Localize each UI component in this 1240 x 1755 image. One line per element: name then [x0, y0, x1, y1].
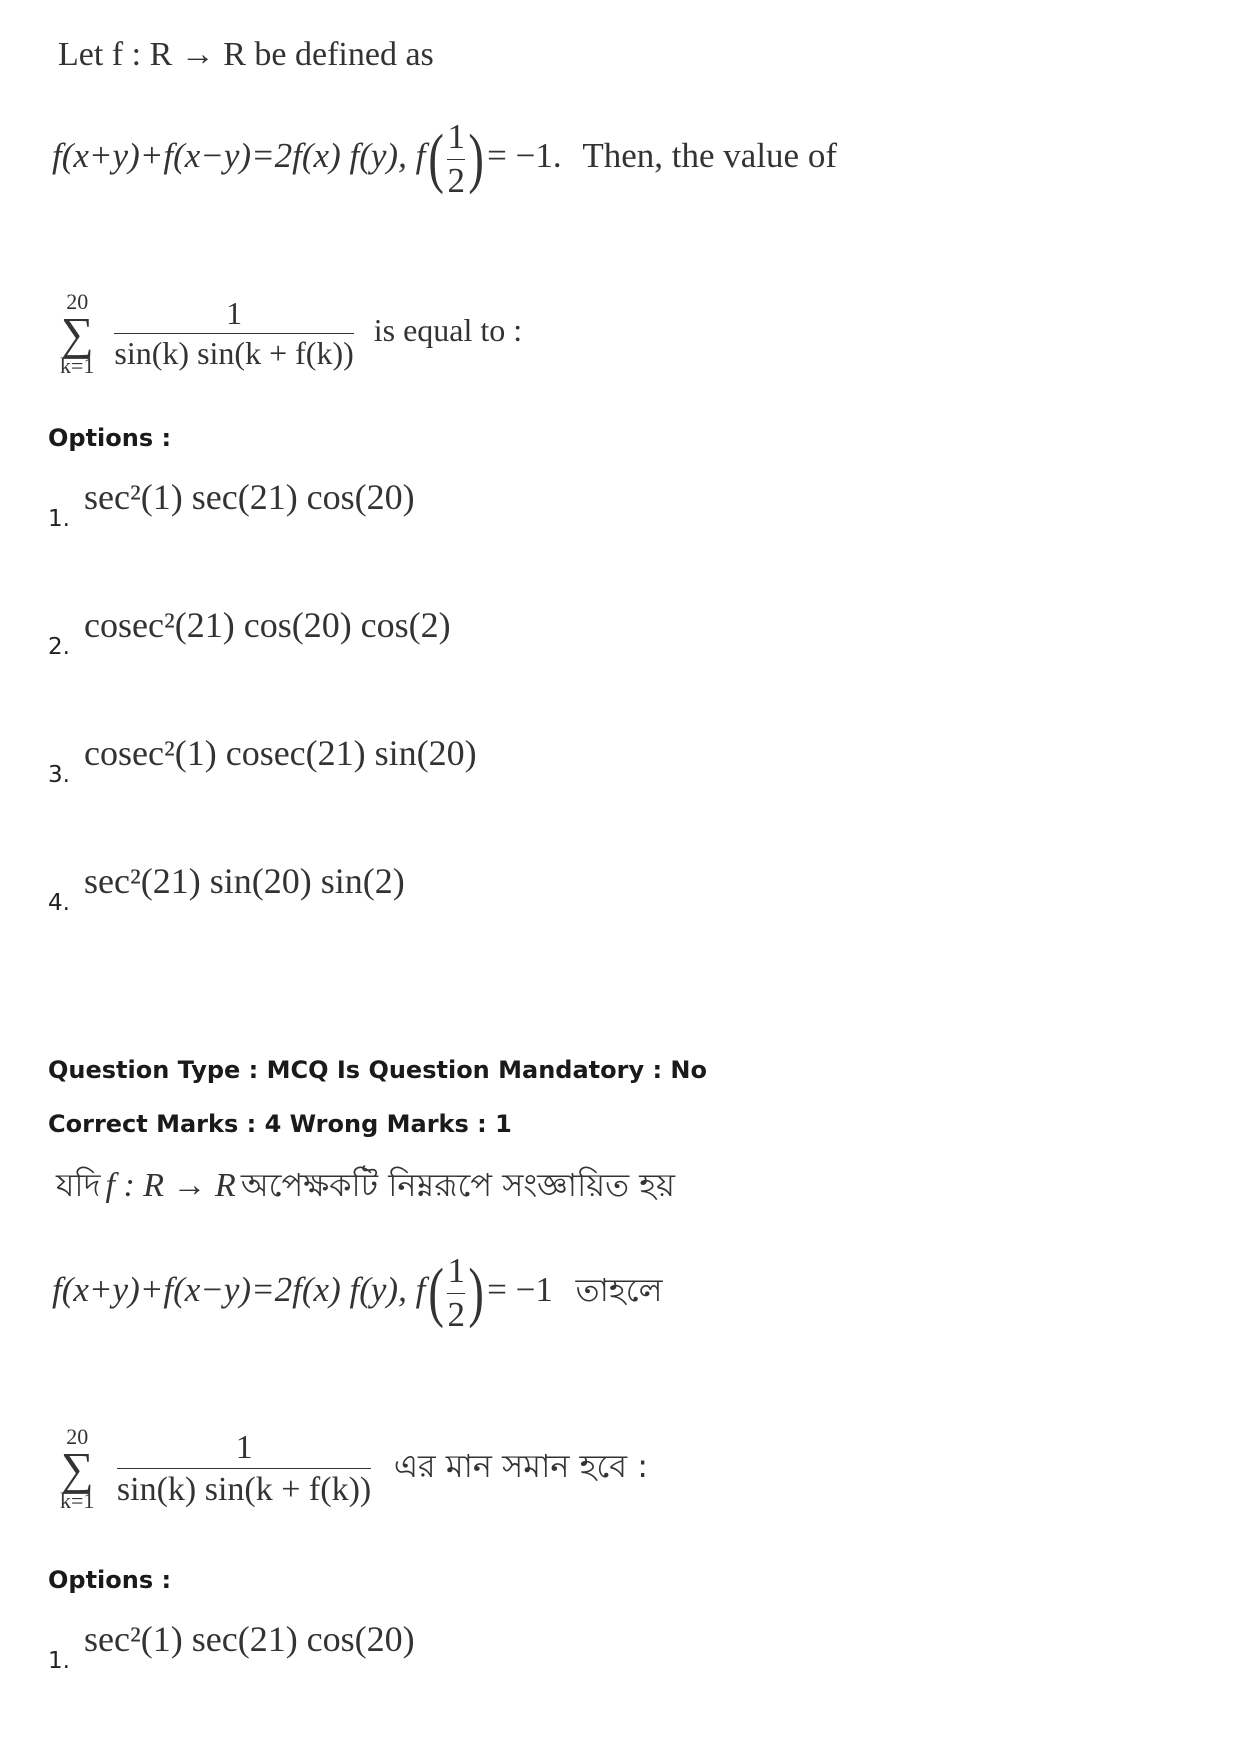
q2-intro — [56, 1160, 675, 1214]
q2-equation — [52, 1252, 662, 1334]
q2-then-text: তাহলে — [575, 1271, 663, 1310]
q2-option-1-text[interactable]: sec²(1) sec(21) cos(20) — [84, 1619, 415, 1659]
q1-option-3-text[interactable]: cosec²(1) cosec(21) sin(20) — [84, 733, 477, 773]
right-paren: ) — [468, 122, 484, 195]
q1-option-2-number: 2. — [48, 634, 70, 660]
q2-intro-func: f : R → R — [105, 1167, 236, 1204]
q1-option-2-text[interactable]: cosec²(21) cos(20) cos(2) — [84, 605, 451, 645]
q1-option-4-number: 4. — [48, 890, 70, 916]
q1-tail: is equal to : — [373, 312, 523, 349]
q2-sum-fraction: $\frac{1}{\sin(k) \sin(k + f(k))}$ — [116, 1428, 372, 1509]
q1-equation — [52, 118, 837, 200]
q2-tail: এর মান সমান হবে : — [393, 1446, 649, 1485]
q1-option-1-number: 1. — [48, 506, 70, 532]
q1-summation — [60, 290, 522, 378]
q2-options-label: Options : — [48, 1566, 172, 1594]
q2-half-fraction: $\frac{1}{2}$ — [447, 1251, 465, 1334]
q2-summation — [60, 1425, 648, 1513]
q2-right-paren: ) — [468, 1256, 484, 1329]
q2-left-paren: ( — [428, 1256, 445, 1329]
q2-half-value: = −1 — [487, 1270, 553, 1310]
q2-intro-prefix: যদি — [56, 1166, 101, 1204]
q2-f-letter: f — [415, 1270, 426, 1310]
marks-line: Correct Marks : 4 Wrong Marks : 1 — [48, 1110, 512, 1138]
sigma-symbol: 20 ∑ k=1 — [60, 289, 95, 379]
q1-intro: Let f : R → R be defined as — [58, 36, 434, 73]
q1-f-letter: f — [415, 136, 426, 176]
q1-equation-lhs: f(x+y)+f(x−y)=2f(x) f(y), — [52, 136, 407, 176]
q1-half-value: = −1. — [487, 136, 562, 176]
left-paren: ( — [428, 122, 445, 195]
q2-equation-lhs: f(x+y)+f(x−y)=2f(x) f(y), — [52, 1270, 407, 1310]
q1-then-text: Then, the value of — [582, 136, 837, 176]
q1-option-1-text[interactable]: sec²(1) sec(21) cos(20) — [84, 477, 415, 517]
q2-intro-suffix: অপেক্ষকটি নিম্নরূপে সংজ্ঞায়িত হয় — [240, 1166, 675, 1204]
q1-option-3-number: 3. — [48, 762, 70, 788]
q1-option-4-text[interactable]: sec²(21) sin(20) sin(2) — [84, 861, 405, 901]
half-fraction: $\frac{1}{2}$ — [447, 117, 465, 200]
q2-sigma-symbol: 20 ∑ k=1 — [60, 1424, 95, 1514]
q1-sum-fraction: $\frac{1}{\sin(k) \sin(k + f(k))}$ — [114, 295, 354, 372]
question-type-line: Question Type : MCQ Is Question Mandatory : No — [48, 1056, 707, 1084]
q1-options-label: Options : — [48, 424, 172, 452]
q2-option-1-number: 1. — [48, 1648, 70, 1674]
